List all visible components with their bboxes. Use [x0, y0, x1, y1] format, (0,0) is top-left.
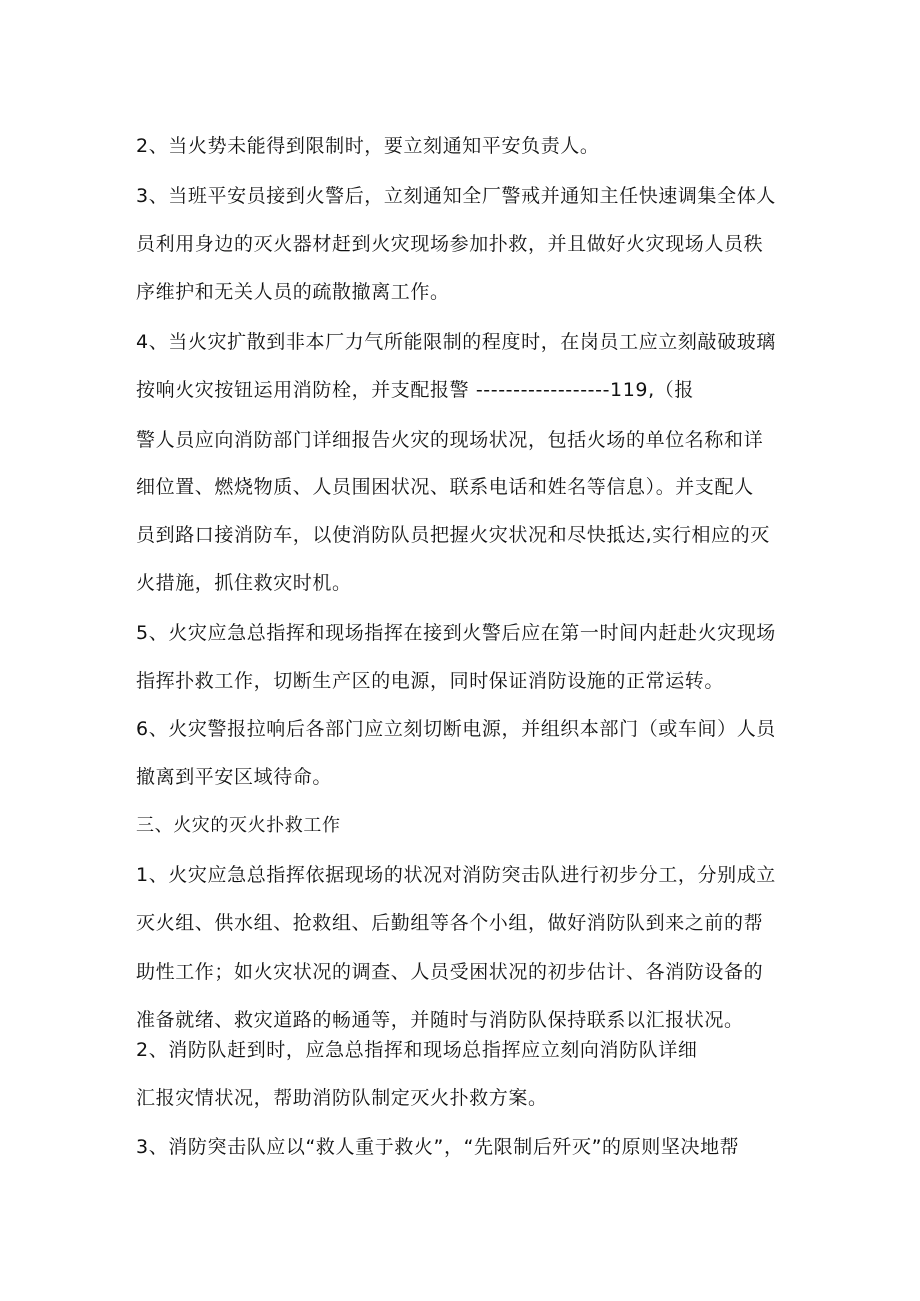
text-line: 按响火灾按钮运用消防栓，并支配报警 ------------------119,（报 [136, 379, 694, 401]
text-line: 员到路口接消防车，以使消防队员把握火灾状况和尽快抵达,实行相应的灭 [136, 524, 770, 546]
section-heading: 三、火灾的灭火扑救工作 [136, 815, 341, 836]
text-line: 汇报灾情状况，帮助消防队制定灭火扑救方案。 [136, 1087, 548, 1109]
text-line: 2、消防队赶到时，应急总指挥和现场总指挥应立刻向消防队详细 [136, 1039, 698, 1061]
text-line: 6、火灾警报拉响后各部门应立刻切断电源，并组织本部门（或车间）人员 [136, 718, 776, 740]
text-line: 准备就绪、救灾道路的畅通等，并随时与消防队保持联系以汇报状况。 [136, 1009, 744, 1031]
text-line: 撤离到平安区域待命。 [136, 766, 333, 788]
text-line: 指挥扑救工作，切断生产区的电源，同时保证消防设施的正常运转。 [136, 670, 725, 692]
text-line: 序维护和无关人员的疏散撤离工作。 [136, 281, 450, 303]
text-line: 细位置、燃烧物质、人员围困状况、联系电话和姓名等信息）。并支配人 [136, 476, 754, 498]
text-line: 2、当火势未能得到限制时，要立刻通知平安负责人。 [136, 135, 600, 157]
text-line: 助性工作；如火灾状况的调查、人员受困状况的初步估计、各消防设备的 [136, 961, 764, 983]
text-line: 火措施，抓住救灾时机。 [136, 572, 352, 594]
text-line: 警人员应向消防部门详细报告火灾的现场状况，包括火场的单位名称和详 [136, 429, 764, 451]
text-line: 3、当班平安员接到火警后，立刻通知全厂警戒并通知主任快速调集全体人 [136, 185, 776, 207]
text-line: 4、当火灾扩散到非本厂力气所能限制的程度时，在岗员工应立刻敲破玻璃 [136, 331, 776, 353]
text-line: 灭火组、供水组、抢救组、后勤组等各个小组，做好消防队到来之前的帮 [136, 912, 764, 934]
text-line: 3、消防突击队应以“救人重于救火”，“先限制后歼灭”的原则坚决地帮 [136, 1136, 740, 1158]
text-line: 5、火灾应急总指挥和现场指挥在接到火警后应在第一时间内赶赴火灾现场 [136, 622, 776, 644]
text-line: 员利用身边的灭火器材赶到火灾现场参加扑救，并且做好火灾现场人员秩 [136, 233, 764, 255]
text-line: 1、火灾应急总指挥依据现场的状况对消防突击队进行初步分工，分别成立 [136, 864, 776, 886]
